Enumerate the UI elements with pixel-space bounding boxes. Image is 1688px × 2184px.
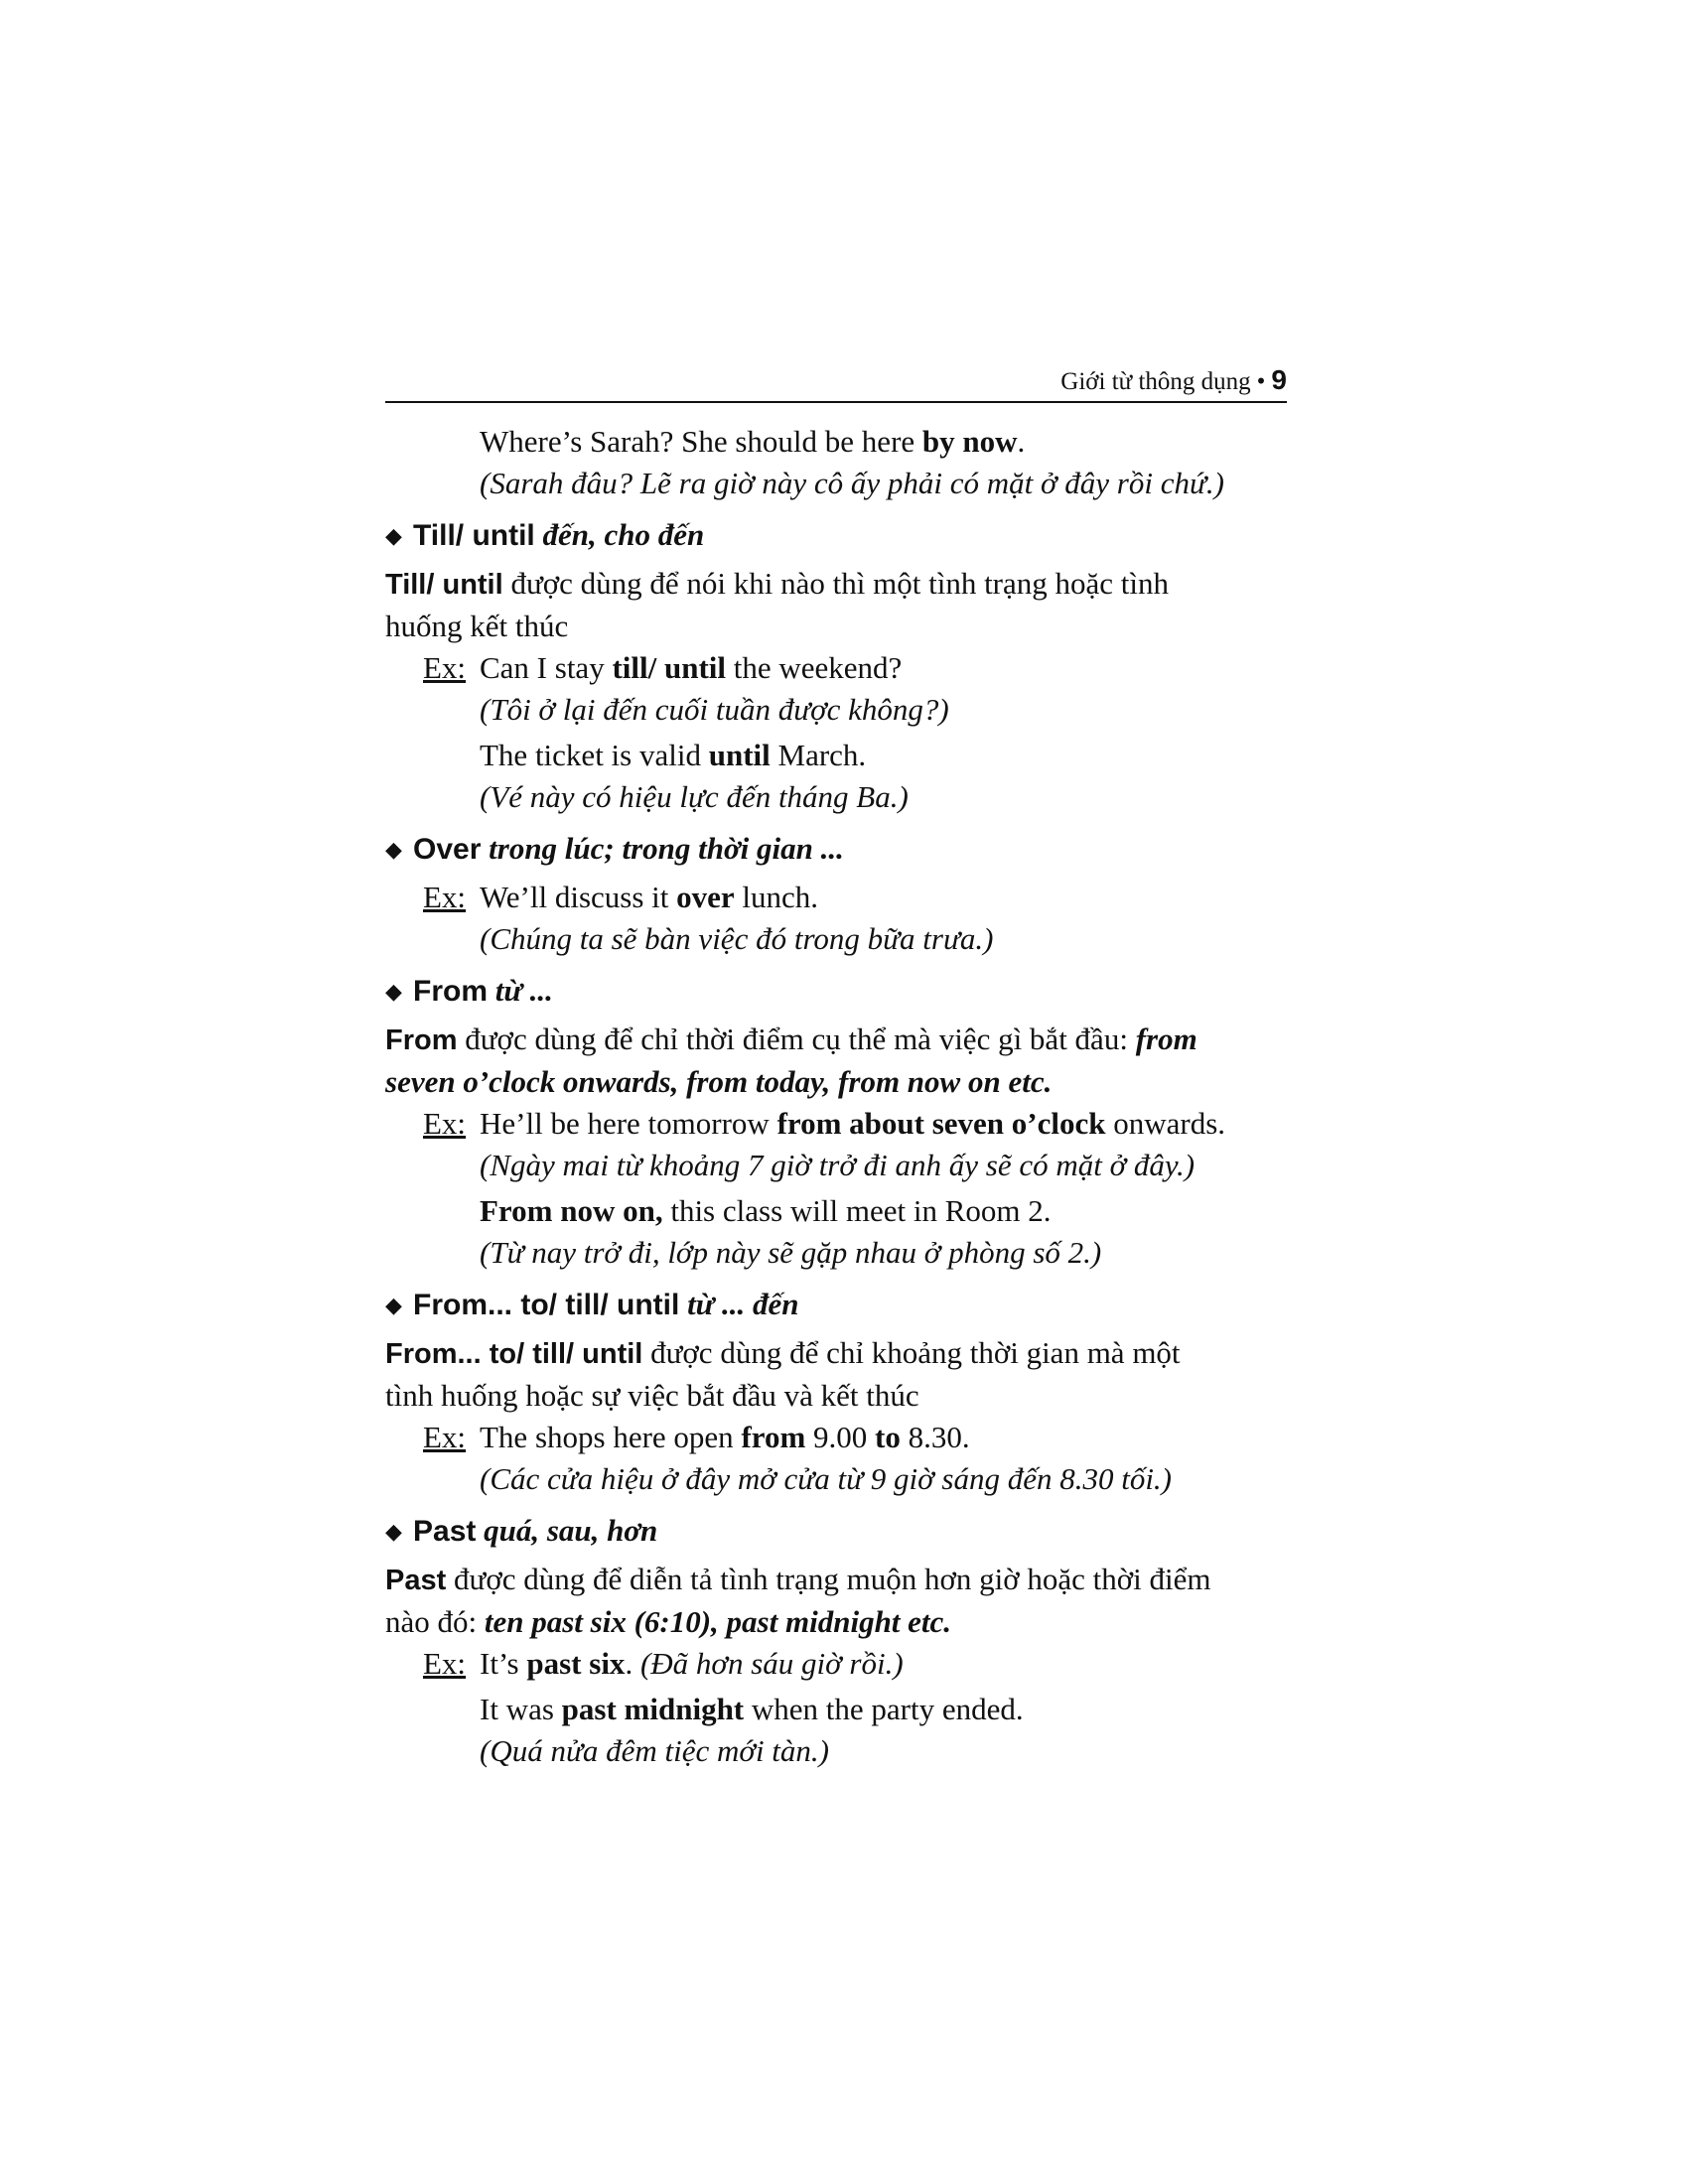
ex-label: Ex: bbox=[423, 1106, 467, 1141]
example-translation: (Đã hơn sáu giờ rồi.) bbox=[639, 1646, 904, 1681]
keyword: to bbox=[875, 1420, 901, 1454]
text: được dùng để chỉ thời điểm cụ thể mà việc gì bắt đầu: bbox=[457, 1022, 1136, 1056]
text: Where’s Sarah? She should be here bbox=[480, 424, 922, 459]
diamond-bullet-icon: ◆ bbox=[385, 837, 402, 862]
separator-dot: • bbox=[1256, 368, 1266, 395]
text: We’ll discuss it bbox=[480, 880, 677, 914]
headword: From bbox=[413, 975, 488, 1008]
example-translation: (Vé này có hiệu lực đến tháng Ba.) bbox=[480, 779, 909, 814]
gloss: đến, cho đến bbox=[534, 517, 705, 552]
headword: Past bbox=[413, 1515, 477, 1548]
text: 9.00 bbox=[805, 1420, 876, 1454]
text: March. bbox=[770, 738, 867, 772]
example-translation: (Sarah đâu? Lẽ ra giờ này cô ấy phải có mặt ở đây rồi chứ.) bbox=[480, 466, 1224, 500]
text: this class will meet in Room 2. bbox=[662, 1193, 1052, 1228]
diamond-bullet-icon: ◆ bbox=[385, 523, 402, 548]
text: nào đó: bbox=[385, 1604, 485, 1639]
diamond-bullet-icon: ◆ bbox=[385, 979, 402, 1004]
term: From... to/ till/ until bbox=[385, 1338, 643, 1370]
definition-paragraph bbox=[385, 1559, 1287, 1643]
example-translation: (Các cửa hiệu ở đây mở cửa từ 9 giờ sáng đến 8.30 tối.) bbox=[480, 1461, 1173, 1496]
gloss: từ ... đến bbox=[679, 1287, 799, 1321]
text: được dùng để chỉ khoảng thời gian mà một bbox=[642, 1335, 1181, 1370]
example-translation: (Quá nửa đêm tiệc mới tàn.) bbox=[480, 1733, 829, 1768]
example-block bbox=[385, 647, 1287, 818]
ex-label: Ex: bbox=[423, 1420, 467, 1454]
example-block bbox=[385, 1417, 1287, 1500]
definition-line bbox=[385, 563, 1287, 606]
book-page bbox=[385, 365, 1287, 1772]
example-translation: (Tôi ở lại đến cuối tuần được không?) bbox=[480, 692, 949, 727]
text: . bbox=[1017, 424, 1026, 459]
section-heading-till bbox=[385, 514, 1287, 557]
example-body bbox=[480, 647, 1287, 818]
term: Past bbox=[385, 1565, 447, 1596]
headword: From... to/ till/ until bbox=[413, 1289, 680, 1321]
definition-line: tình huống hoặc sự việc bắt đầu và kết thúc bbox=[385, 1378, 919, 1413]
example-sentence bbox=[480, 877, 1287, 918]
example-block bbox=[385, 1103, 1287, 1274]
text: Can I stay bbox=[480, 650, 613, 685]
headword: Over bbox=[413, 833, 482, 866]
example-sentence bbox=[480, 1103, 1287, 1145]
example-sentence bbox=[480, 735, 1287, 776]
chapter-title: Giới từ thông dụng bbox=[1060, 368, 1251, 395]
text: được dùng để diễn tả tình trạng muộn hơn giờ hoặc thời điểm bbox=[446, 1562, 1211, 1596]
text: The shops here open bbox=[480, 1420, 742, 1454]
keyword: until bbox=[708, 738, 771, 772]
keyword: From now on, bbox=[480, 1193, 663, 1228]
keyword: from about seven o’clock bbox=[776, 1106, 1106, 1141]
example-body bbox=[480, 1417, 1287, 1500]
intro-example bbox=[385, 421, 1287, 504]
definition-paragraph bbox=[385, 1019, 1287, 1103]
example-sentence bbox=[480, 1689, 1287, 1730]
section-heading-from-to bbox=[385, 1284, 1287, 1326]
text: onwards. bbox=[1105, 1106, 1226, 1141]
gloss: quá, sau, hơn bbox=[476, 1513, 658, 1548]
example-translation: (Ngày mai từ khoảng 7 giờ trở đi anh ấy sẽ có mặt ở đây.) bbox=[480, 1148, 1196, 1182]
text: The ticket is valid bbox=[480, 738, 709, 772]
text: It’s bbox=[480, 1646, 527, 1681]
ex-label: Ex: bbox=[423, 1646, 467, 1681]
example-body bbox=[480, 1103, 1287, 1274]
example-body bbox=[480, 877, 1287, 960]
text: when the party ended. bbox=[744, 1692, 1024, 1726]
example-sentence bbox=[480, 1643, 1287, 1685]
keyword: over bbox=[676, 880, 735, 914]
keyword: by now bbox=[921, 424, 1018, 459]
text: It was bbox=[480, 1692, 562, 1726]
text: . bbox=[625, 1646, 640, 1681]
ex-label: Ex: bbox=[423, 650, 467, 685]
section-heading-from bbox=[385, 970, 1287, 1013]
term: Till/ until bbox=[385, 569, 503, 601]
example-phrase: from bbox=[1135, 1022, 1197, 1056]
section-heading-past bbox=[385, 1510, 1287, 1553]
page-number: 9 bbox=[1271, 364, 1287, 395]
example-block bbox=[385, 877, 1287, 960]
example-sentence bbox=[480, 647, 1287, 689]
text: the weekend? bbox=[726, 650, 903, 685]
text: được dùng để nói khi nào thì một tình trạng hoặc tình bbox=[502, 566, 1170, 601]
headword: Till/ until bbox=[413, 519, 535, 552]
diamond-bullet-icon: ◆ bbox=[385, 1293, 402, 1317]
definition-line bbox=[385, 1332, 1287, 1375]
text: 8.30. bbox=[900, 1420, 970, 1454]
keyword: past six bbox=[526, 1646, 626, 1681]
keyword: till/ until bbox=[612, 650, 727, 685]
running-head bbox=[385, 365, 1287, 403]
definition-line: huống kết thúc bbox=[385, 609, 569, 643]
text: He’ll be here tomorrow bbox=[480, 1106, 777, 1141]
section-heading-over bbox=[385, 828, 1287, 871]
text: lunch. bbox=[734, 880, 819, 914]
ex-label: Ex: bbox=[423, 880, 467, 914]
definition-paragraph bbox=[385, 1332, 1287, 1417]
definition-line bbox=[385, 1559, 1287, 1601]
keyword: from bbox=[741, 1420, 806, 1454]
term: From bbox=[385, 1024, 458, 1056]
example-translation: (Từ nay trở đi, lớp này sẽ gặp nhau ở phòng số 2.) bbox=[480, 1235, 1102, 1270]
example-body bbox=[480, 1643, 1287, 1772]
definition-line bbox=[385, 1601, 1287, 1643]
example-translation: (Chúng ta sẽ bàn việc đó trong bữa trưa.) bbox=[480, 921, 994, 956]
definition-line: seven o’clock onwards, from today, from now on etc. bbox=[385, 1064, 1053, 1099]
example-phrase: ten past six (6:10), past midnight etc. bbox=[484, 1604, 952, 1639]
keyword: past midnight bbox=[561, 1692, 745, 1726]
example-sentence bbox=[480, 421, 1287, 463]
example-block bbox=[385, 1643, 1287, 1772]
diamond-bullet-icon: ◆ bbox=[385, 1519, 402, 1544]
gloss: trong lúc; trong thời gian ... bbox=[481, 831, 844, 866]
definition-line bbox=[385, 1019, 1287, 1061]
gloss: từ ... bbox=[488, 973, 553, 1008]
page-content bbox=[385, 421, 1287, 1772]
example-sentence bbox=[480, 1417, 1287, 1458]
example-sentence bbox=[480, 1190, 1287, 1232]
definition-paragraph bbox=[385, 563, 1287, 647]
